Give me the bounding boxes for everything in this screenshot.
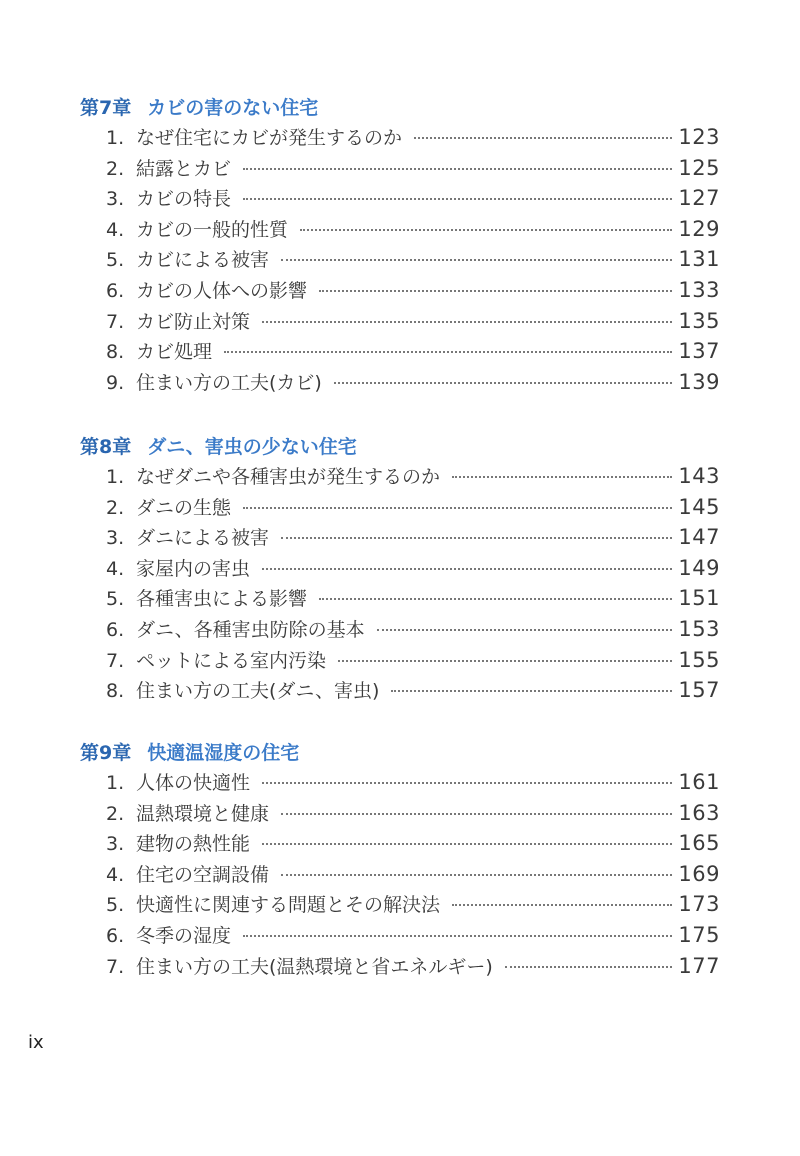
entry-title: カビの一般的性質 [136,218,289,241]
entry-page: 145 [678,494,720,519]
entry-page: 125 [678,155,720,180]
entry-title: 住まい方の工夫(ダニ、害虫) [136,680,380,703]
toc-entry[interactable] [80,522,720,553]
dot-leader [281,537,672,539]
entry-number: 7. [106,955,125,978]
entry-page: 163 [678,800,720,825]
entry-title: カビ防止対策 [136,310,251,333]
chapter-number: 第9章 [80,742,132,764]
dot-leader [338,660,672,662]
entry-title: 家屋内の害虫 [136,557,251,580]
entry-number: 5. [106,249,125,272]
entry-number: 4. [106,218,125,241]
entry-title: 快適性に関連する問題とその解決法 [136,894,441,917]
entry-page: 135 [678,308,720,333]
dot-leader [414,137,672,139]
toc-entry[interactable] [80,367,720,398]
dot-leader [243,935,672,937]
chapter-title: カビの害のない住宅 [147,97,319,119]
entry-page: 123 [678,125,720,149]
dot-leader [281,813,672,815]
entry-number: 6. [106,924,125,947]
chapter-heading [80,739,720,767]
entry-page: 175 [678,922,720,947]
entry-number: 1. [106,466,125,488]
entry-page: 147 [678,525,720,550]
entry-title: ダニの生態 [136,496,232,519]
toc-entry[interactable] [80,583,720,614]
entry-page: 133 [678,277,720,302]
entry-title: カビの人体への影響 [136,279,308,302]
toc-entry[interactable] [80,244,720,275]
toc-entry[interactable] [80,675,720,706]
toc-entry[interactable] [80,614,720,645]
entry-page: 161 [678,770,720,794]
entry-number: 3. [106,833,125,856]
toc-entry[interactable] [80,859,720,890]
entry-number: 4. [106,557,125,580]
entry-number: 2. [106,496,125,519]
toc-entry[interactable] [80,889,720,920]
entry-title: 結露とカビ [136,157,232,180]
entry-title: 冬季の湿度 [136,924,232,947]
entry-title: カビの特長 [136,188,232,211]
entry-title: 各種害虫による影響 [136,588,308,611]
chapter-number: 第8章 [80,436,132,458]
entry-number: 1. [106,127,125,149]
entry-title: なぜ住宅にカビが発生するのか [136,127,403,149]
entry-number: 7. [106,649,125,672]
entry-number: 8. [106,341,125,364]
toc-entry[interactable] [80,920,720,951]
entry-title: ダニ、各種害虫防除の基本 [136,618,365,641]
entry-page: 143 [678,464,720,488]
entry-title: なぜダニや各種害虫が発生するのか [136,466,441,488]
toc-entry[interactable] [80,828,720,859]
entry-page: 165 [678,831,720,856]
entry-number: 2. [106,157,125,180]
chapter-number: 第7章 [80,97,132,119]
toc-entry[interactable] [80,183,720,214]
entry-page: 131 [678,247,720,272]
chapter-8 [80,433,720,706]
entry-number: 8. [106,680,125,703]
entry-page: 149 [678,555,720,580]
entry-title: 温熱環境と健康 [136,802,270,825]
entry-number: 3. [106,527,125,550]
entry-page: 173 [678,892,720,917]
toc-entry[interactable] [80,122,720,153]
dot-leader [262,321,672,323]
entry-number: 6. [106,279,125,302]
entry-number: 1. [106,772,125,794]
entry-page: 139 [678,369,720,394]
toc-entry[interactable] [80,336,720,367]
entry-page: 155 [678,647,720,672]
entry-title: 建物の熱性能 [136,833,251,856]
entry-page: 169 [678,861,720,886]
dot-leader [243,507,672,509]
chapter-9 [80,739,720,981]
entry-number: 5. [106,588,125,611]
toc-entry[interactable] [80,645,720,676]
entry-number: 6. [106,618,125,641]
toc-entry[interactable] [80,306,720,337]
dot-leader [391,690,672,692]
dot-leader [281,259,672,261]
chapter-heading [80,94,720,122]
toc-entry[interactable] [80,767,720,798]
page-number: ix [28,1032,44,1053]
dot-leader [243,168,672,170]
chapter-title: ダニ、害虫の少ない住宅 [147,436,357,458]
entry-title: ペットによる室内汚染 [136,649,327,672]
toc-entry[interactable] [80,553,720,584]
dot-leader [262,843,672,845]
dot-leader [262,568,672,570]
chapter-title: 快適温湿度の住宅 [147,742,300,764]
dot-leader [505,966,672,968]
toc-entry[interactable] [80,153,720,184]
entry-title: 人体の快適性 [136,772,251,794]
entry-page: 177 [678,953,720,978]
dot-leader [300,229,672,231]
entry-title: 住宅の空調設備 [136,863,270,886]
chapter-heading [80,433,720,461]
dot-leader [319,598,672,600]
entry-page: 129 [678,216,720,241]
dot-leader [262,782,672,784]
dot-leader [224,351,672,353]
toc-entry[interactable] [80,214,720,245]
entry-title: 住まい方の工夫(カビ) [136,371,322,394]
entry-title: 住まい方の工夫(温熱環境と省エネルギー) [136,955,493,978]
entry-page: 157 [678,678,720,703]
toc-entry[interactable] [80,798,720,829]
dot-leader [452,904,672,906]
entry-page: 137 [678,339,720,364]
entry-number: 5. [106,894,125,917]
chapter-7 [80,94,720,397]
dot-leader [281,874,672,876]
entry-title: カビ処理 [136,341,213,364]
entry-page: 153 [678,616,720,641]
entry-number: 2. [106,802,125,825]
dot-leader [334,382,672,384]
entry-number: 7. [106,310,125,333]
dot-leader [319,290,672,292]
dot-leader [243,198,672,200]
entry-page: 127 [678,186,720,211]
entry-number: 3. [106,188,125,211]
entry-title: カビによる被害 [136,249,270,272]
entry-number: 4. [106,863,125,886]
entry-number: 9. [106,371,125,394]
toc-entry[interactable] [80,951,720,982]
entry-page: 151 [678,586,720,611]
toc-entry[interactable] [80,461,720,492]
toc-entry[interactable] [80,492,720,523]
dot-leader [452,476,672,478]
dot-leader [377,629,672,631]
toc-entry[interactable] [80,275,720,306]
entry-title: ダニによる被害 [136,527,270,550]
